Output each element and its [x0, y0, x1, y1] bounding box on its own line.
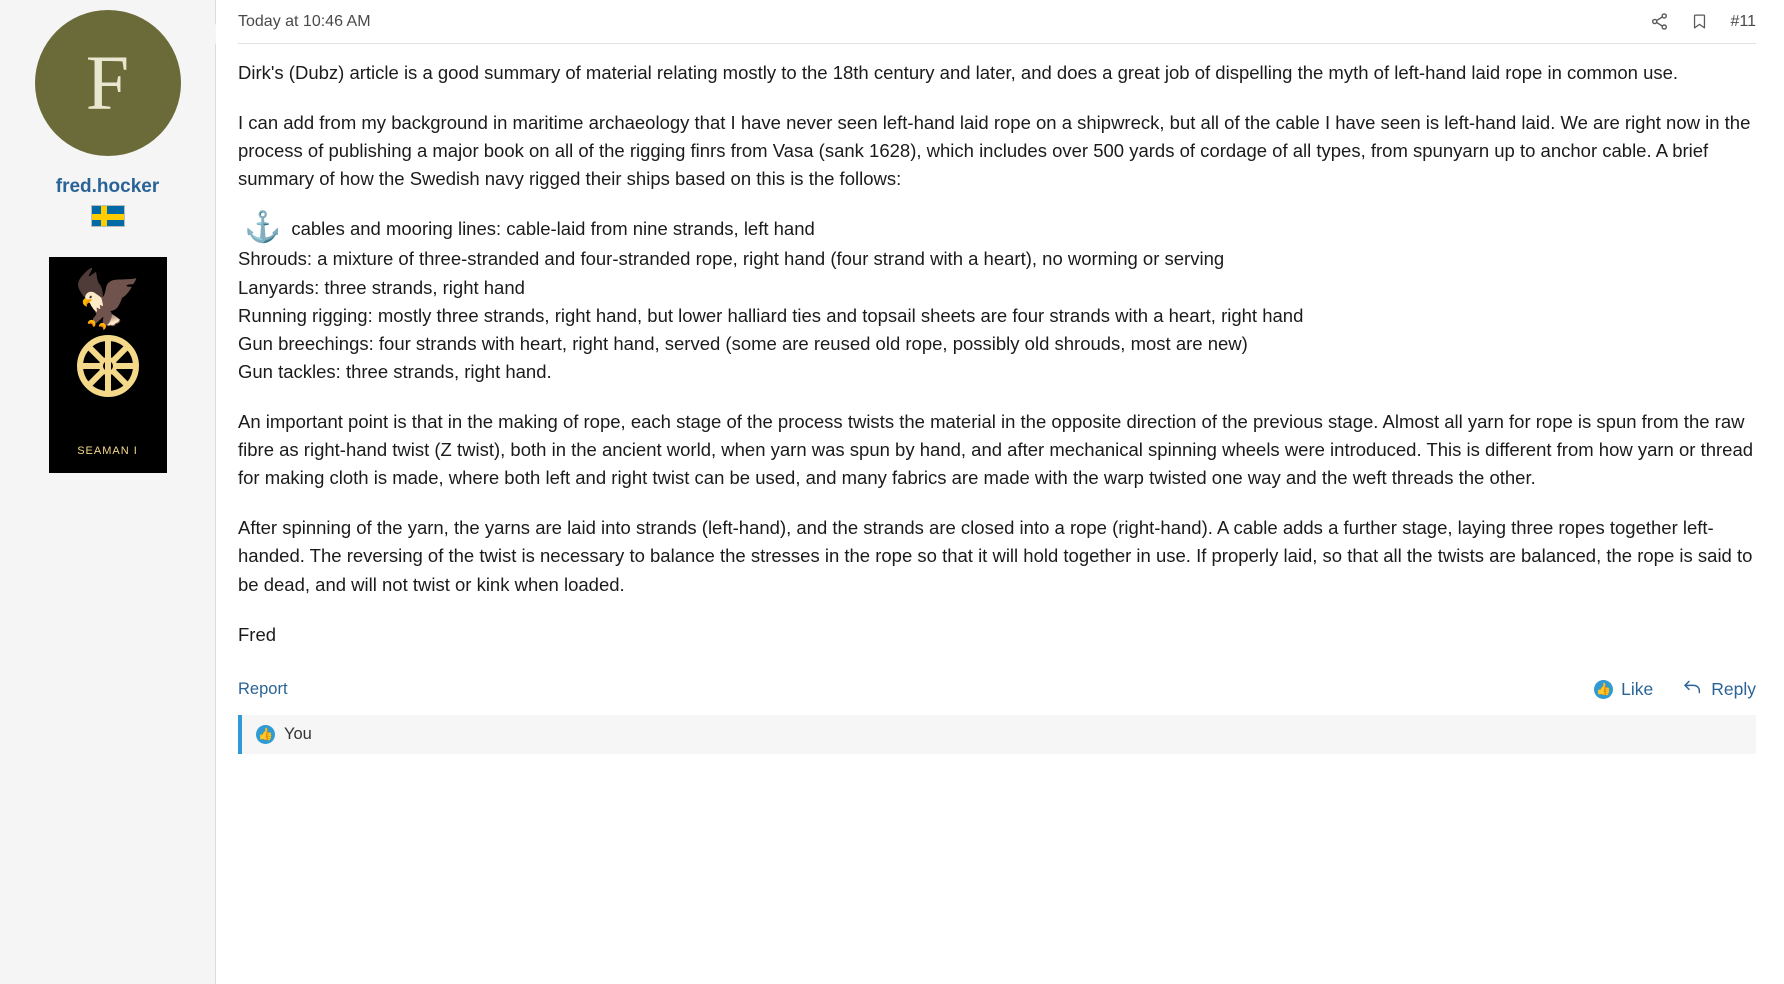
anchor-icon: ⚓ [244, 211, 282, 245]
speech-arrow [205, 24, 216, 44]
rigging-list-item-text: cables and mooring lines: cable-laid from nine strands, left hand [291, 218, 815, 240]
thumbs-up-icon: 👍 [256, 725, 275, 744]
rigging-list-item [238, 211, 1756, 245]
eagle-icon: 🦅 [72, 267, 143, 330]
post-timestamp: Today at 10:46 AM [238, 12, 371, 30]
report-link[interactable]: Report [238, 680, 288, 699]
bookmark-icon[interactable] [1691, 12, 1708, 31]
thumbs-up-icon: 👍 [1594, 680, 1613, 699]
rigging-list-item: Shrouds: a mixture of three-stranded and four-stranded rope, right hand (four strand with a heart), no worming or serving [238, 248, 1225, 270]
ship-wheel-icon [77, 335, 139, 397]
like-button[interactable] [1594, 679, 1653, 700]
rigging-list-item: Gun breechings: four strands with heart, right hand, served (some are reused old rope, possibly old shrouds, most are new) [238, 332, 1248, 354]
author-name-link[interactable]: fred.hocker [55, 176, 160, 197]
rank-badge-label: SEAMAN I [77, 445, 138, 457]
rigging-list-item: Gun tackles: three strands, right hand. [238, 360, 552, 382]
post-paragraph-1: Dirk's (Dubz) article is a good summary of material relating mostly to the 18th century and later, and does a great job of dispelling the myth of left-hand laid rope in common use. [238, 62, 1679, 83]
author-column [0, 0, 216, 984]
rigging-list-item: Running rigging: mostly three strands, right hand, but lower halliard ties and topsail sheets are four strands with a heart, right hand [238, 304, 1304, 326]
share-icon[interactable] [1650, 12, 1669, 31]
rigging-list [238, 211, 1756, 386]
post-footer [238, 675, 1756, 705]
likes-text: You [284, 724, 312, 743]
likes-bar[interactable] [238, 715, 1756, 754]
reply-button[interactable] [1683, 679, 1756, 700]
reply-label: Reply [1711, 679, 1756, 700]
post-number[interactable]: #11 [1730, 12, 1756, 30]
post-paragraph-3: An important point is that in the making of rope, each stage of the process twists the material in the opposite direction of the previous stage. Almost all yarn for rope is spun from the raw fibre as right-hand twist (Z twist), both in the ancient world, when yarn was spun by hand, and after mechanical spinning wheels were introduced. This is different from how yarn or thread for making cloth is made, where both left and right twist can be used, and many fabrics are made with the warp twisted one way and the weft threads the other. [238, 410, 1754, 489]
post-paragraph-4: After spinning of the yarn, the yarns are laid into strands (left-hand), and the strands are closed into a rope (right-hand). A cable adds a further stage, laying three ropes together left-handed. The reversing of the twist is necessary to balance the stresses in the rope so that it will hold together in use. If properly laid, so that all the twists are balanced, the rope is said to be dead, and will not twist or kink when loaded. [238, 517, 1753, 595]
post-signature: Fred [238, 623, 277, 645]
like-label: Like [1621, 679, 1654, 700]
avatar[interactable]: F [35, 10, 181, 156]
rigging-list-item: Lanyards: three strands, right hand [238, 276, 525, 298]
post-paragraph-2: I can add from my background in maritime archaeology that I have never seen left-hand laid rope on a shipwreck, but all of the cable I have seen is left-hand laid. We are right now in the process of publishing a major book on all of the rigging finrs from Vasa (sank 1628), which includes over 500 yards of cordage of all types, from spunyarn up to anchor cable. A brief summary of how the Swedish navy rigged their ships based on this is the follows: [238, 112, 1751, 190]
rank-badge [49, 257, 167, 473]
post-header [238, 0, 1756, 44]
sweden-flag-icon [91, 205, 125, 227]
post-body [238, 44, 1756, 649]
post-column [216, 0, 1784, 984]
reply-arrow-icon [1683, 679, 1703, 700]
